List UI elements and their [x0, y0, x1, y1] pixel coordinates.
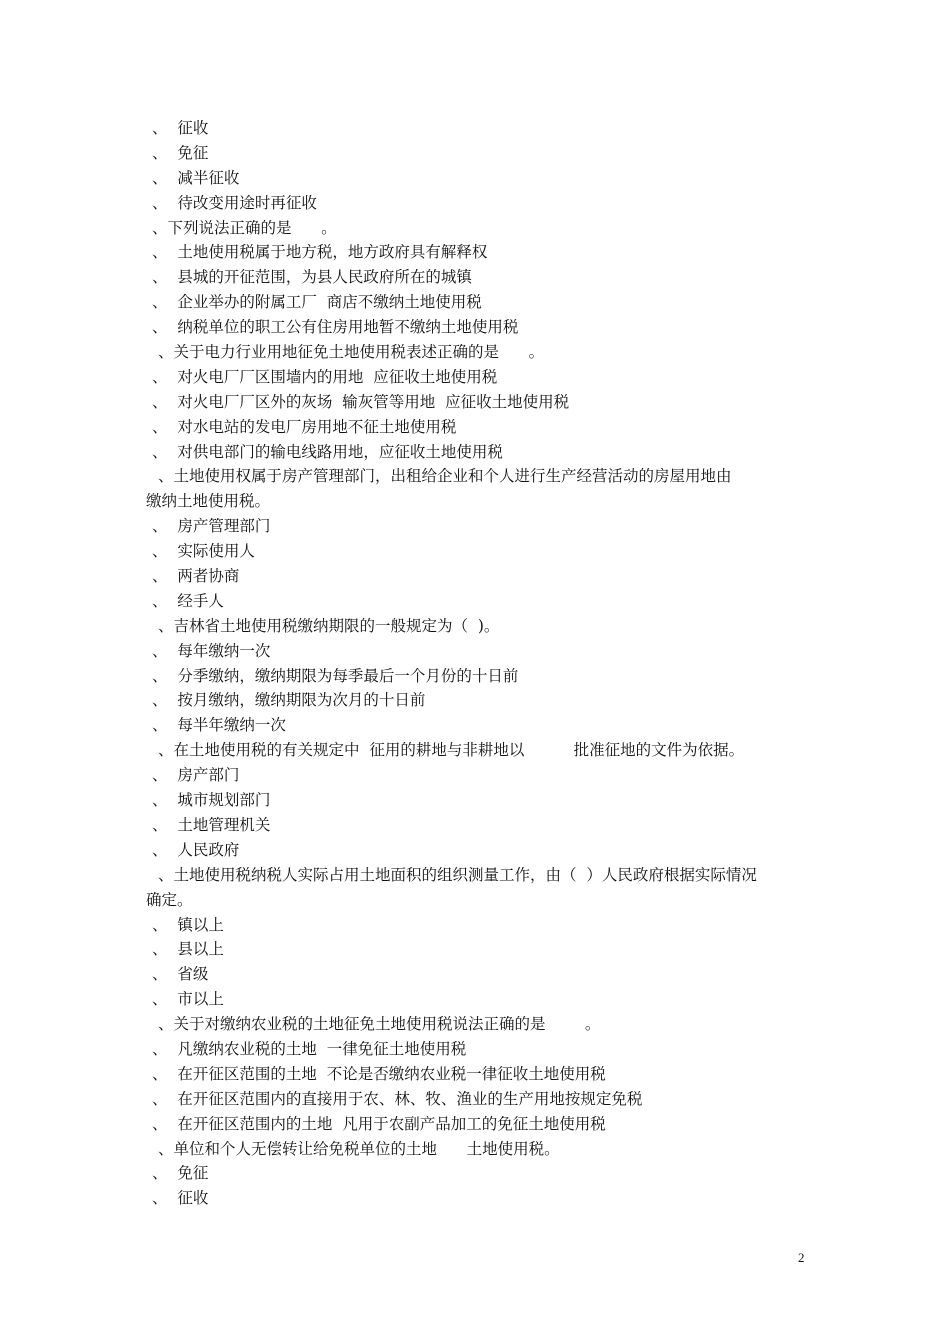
document-body: [146, 116, 826, 1211]
answer-option: 、 按月缴纳，缴纳期限为次月的十日前: [152, 691, 426, 710]
question-line: 、土地使用权属于房产管理部门，出租给企业和个人进行生产经营活动的房屋用地由: [158, 467, 732, 486]
answer-option: 、 减半征收: [152, 168, 240, 187]
answer-option: 、 每年缴纳一次: [152, 641, 271, 660]
answer-option: 、 市以上: [152, 990, 224, 1009]
answer-option: 、 免征: [152, 1164, 209, 1183]
page-number: 2: [798, 1250, 805, 1265]
answer-option: 、 经手人: [152, 591, 224, 610]
answer-option: 、 人民政府: [152, 840, 240, 859]
answer-option: 、 征收: [152, 1189, 209, 1208]
answer-option: 、 免征: [152, 143, 209, 162]
answer-option: 、 镇以上: [152, 915, 224, 934]
question-line: 、关于对缴纳农业税的土地征免土地使用税说法正确的是 。: [158, 1015, 601, 1034]
answer-option: 、 凡缴纳农业税的土地 一律免征土地使用税: [152, 1039, 467, 1058]
question-continuation: 确定。: [146, 890, 193, 909]
answer-option: 、 省级: [152, 965, 209, 984]
answer-option: 、 对供电部门的输电线路用地，应征收土地使用税: [152, 442, 503, 461]
question-line: 、单位和个人无偿转让给免税单位的土地 土地使用税。: [158, 1139, 560, 1158]
question-line: 、下列说法正确的是 。: [152, 218, 337, 237]
answer-option: 、 土地使用税属于地方税，地方政府具有解释权: [152, 243, 488, 262]
answer-option: 、 房产部门: [152, 766, 240, 785]
answer-option: 、 征收: [152, 119, 209, 137]
answer-option: 、 房产管理部门: [152, 517, 271, 536]
answer-option: 、 纳税单位的职工公有住房用地暂不缴纳土地使用税: [152, 318, 519, 337]
answer-option: 、 每半年缴纳一次: [152, 716, 286, 735]
answer-option: 、 实际使用人: [152, 542, 255, 561]
answer-option: 、 县城的开征范围，为县人民政府所在的城镇: [152, 268, 472, 287]
answer-option: 、 分季缴纳，缴纳期限为每季最后一个月份的十日前: [152, 666, 519, 685]
answer-option: 、 城市规划部门: [152, 791, 271, 810]
answer-option: 、 对火电厂厂区外的灰场 输灰管等用地 应征收土地使用税: [152, 392, 570, 411]
answer-option: 、 对火电厂厂区围墙内的用地 应征收土地使用税: [152, 367, 498, 386]
answer-option: 、 待改变用途时再征收: [152, 193, 317, 212]
answer-option: 、 在开征区范围内的直接用于农、林、牧、渔业的生产用地按规定免税: [152, 1089, 643, 1108]
question-line: 、土地使用税纳税人实际占用土地面积的组织测量工作，由（ ）人民政府根据实际情况: [158, 865, 757, 884]
answer-option: 、 对水电站的发电厂房用地不征土地使用税: [152, 417, 457, 436]
question-line: 、关于电力行业用地征免土地使用税表述正确的是 。: [158, 343, 545, 362]
question-line: 、吉林省土地使用税缴纳期限的一般规定为（ )。: [158, 616, 500, 635]
answer-option: 、 两者协商: [152, 567, 240, 586]
answer-option: 、 县以上: [152, 940, 224, 959]
question-line: 、在土地使用税的有关规定中 征用的耕地与非耕地以 批准征地的文件为依据。: [158, 741, 745, 760]
answer-option: 、 土地管理机关: [152, 815, 271, 834]
answer-option: 、 在开征区范围的土地 不论是否缴纳农业税一律征收土地使用税: [152, 1064, 606, 1083]
question-continuation: 缴纳土地使用税。: [146, 492, 271, 511]
answer-option: 、 企业举办的附属工厂 商店不缴纳土地使用税: [152, 293, 482, 312]
answer-option: 、 在开征区范围内的土地 凡用于农副产品加工的免征土地使用税: [152, 1114, 606, 1133]
